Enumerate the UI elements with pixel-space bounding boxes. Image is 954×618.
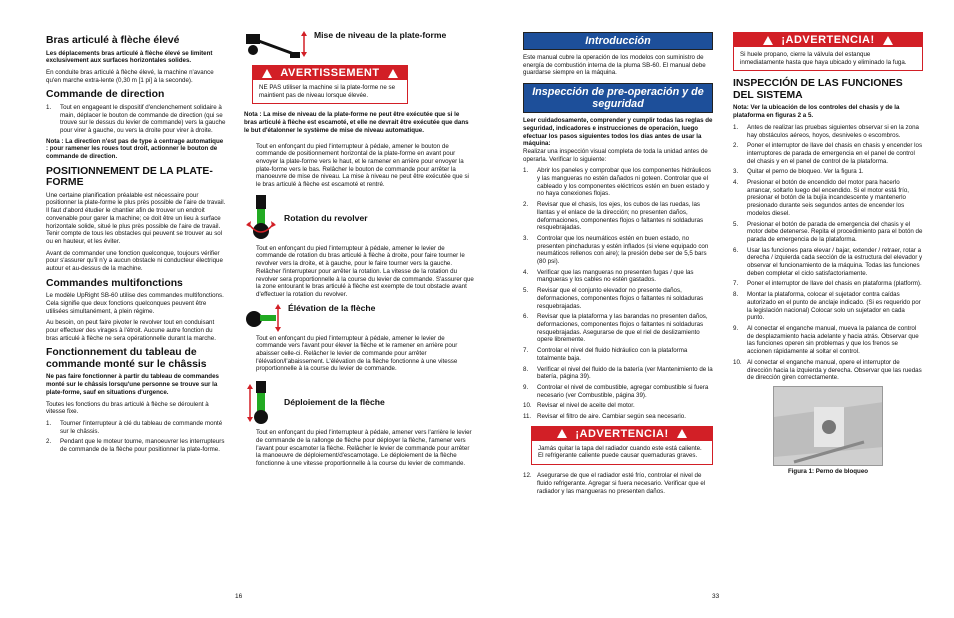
list-item: 8. Verificar el nivel del fluido de la batería (ver Mantenimiento de la batería, página 39). <box>523 365 713 381</box>
list-item: 12. Asegurarse de que el radiador esté frío, controlar el nivel de fluido refrigerante. Agregar si fuera necesario. Verificar que el radiador y las mangueras no presenten daños. <box>523 472 706 495</box>
tableau-text: Toutes les fonctions du bras articulé à flèche se déroulent à vitesse fixe. <box>46 400 209 416</box>
list-item: 3. Quitar el perno de bloqueo. Ver la figura 1. <box>733 168 864 176</box>
warning-box-propane <box>733 32 923 71</box>
section-rotation <box>244 193 474 243</box>
boom-elevation-icon <box>244 303 282 333</box>
direction-note: Nota : La direction n'est pas de type à centrage automatique : pour ramener les roues tout droit, actionner le bouton de commande de direction. <box>46 137 224 161</box>
section-deploiement <box>244 379 474 427</box>
niveau-note: Nota : La mise de niveau de la plate-forme ne peut être exécutée que si le bras articulé à flèche est escamoté, et elle ne devrait être exécutée que dans le but d'étalonner le système de mise de niveau automatique. <box>244 111 469 134</box>
inspection-title-bar: Inspección de pre-operación y de seguridad <box>523 83 713 113</box>
intro-text: Este manual cubre la operación de los modelos con suministro de energía de combustión interna de la pluma SB-60. El manual debe guardarse siempre en la máquina. <box>523 54 706 77</box>
list-item: 1. Tout en engageant le dispositif d'enclenchement solidaire à main, déplacer le bouton de commande de direction (qui se trouve sur le dessus du levier de commande) vers la gauche pour virer à gauche, ou vers la droite pour virer à droite. <box>46 103 226 134</box>
funciones-note: Nota: Ver la ubicación de los controles del chasis y de la plataforma en figuras 2 a 5. <box>733 104 900 120</box>
figure-lock-pin-photo <box>773 386 883 466</box>
niveau-text: Tout en enfonçant du pied l'interrupteur à pédale, amener le bouton de commande de positionnement horizontal de la plate-forme en avant pour envoyer la plate-forme vers le haut, et le ramener en arrière pour envoyer la plate-forme vers le bas. Relâcher le bouton de commande pour arrêter la manoeuvre de mise de niveau. La mise à niveau ne peut être exécutée que si le bras articulé à flèche est escamoté et rentré. <box>256 142 469 189</box>
heading-funciones: INSPECCIÓN DE LAS FUNCIONES DEL SISTEMA <box>733 78 903 101</box>
warning-box-fr <box>252 65 408 104</box>
warning-triangle-icon <box>677 429 687 438</box>
list-item: 9. Al conectar el enganche manual, mueva la palanca de control de desplazamiento hacia adelante y hacia atrás. Observar que las funciones operen sin problemas y que los frenos se accionen rápidamente al soltar el control. <box>733 324 919 356</box>
heading-direction: Commande de direction <box>46 89 165 101</box>
heading-elevation: Élévation de la flèche <box>288 302 376 313</box>
warning-triangle-icon <box>557 429 567 438</box>
list-item: 2. Revisar que el chasis, los ejes, los cubos de las ruedas, las llantas y el enlace de la dirección; no presenten daños, deformaciones, componentes flojos o faltantes ni soldaduras resquebrajadas. <box>523 201 704 232</box>
tableau-list <box>46 420 226 454</box>
warning-triangle-icon <box>763 36 773 45</box>
list-item: 5. Revisar que el conjunto elevador no presente daños, deformaciones, componentes flojos o faltantes ni soldaduras resquebrajadas. <box>523 287 704 310</box>
column-right <box>523 32 713 498</box>
inspection-bold-text: Leer cuidadosamente, comprender y cumplir todas las reglas de seguridad, indicadores e instrucciones de operación, luego efectuar los pasos siguientes todos los días antes de usar la máquina: <box>523 117 713 148</box>
warning-triangle-icon <box>262 69 272 78</box>
heading-tableau: Fonctionnement du tableau de commande monté sur le châssis <box>46 347 207 370</box>
inspection-list-cont <box>523 472 713 495</box>
list-item: 8. Montar la plataforma, colocar el sujetador contra caídas autorizado en el punto de anclaje indicado. (Si es requerido por la legislación nacional) Colocar solo un sujetador en cada punto. <box>733 291 921 322</box>
warning-body: Si huele propano, cierre la válvula del estanque inmediatamente hasta que haya ubicado y eliminado la fuga. <box>740 51 907 66</box>
heading-multifonctions: Commandes multifonctions <box>46 277 183 289</box>
pos-text-1: Une certaine planification préalable est nécessaire pour positionner la plate-forme le plus près possible de l'aire de travail. Il faut d'abord étudier le chantier afin de trouver un endroit convenable pour garer la machine; ce doit être un lieu à surface horizontale solide, situé le plus près possible de l'aire de travail. Tenir compte de tous les obstacles qui peuvent se trouver au sol ou en hauteur, et les éviter. <box>46 191 226 245</box>
list-item: 2. Pendant que le moteur tourne, manoeuvrer les interrupteurs de commande de la flèche pour positionner la plate-forme. <box>46 438 225 454</box>
list-item: 6. Usar las funciones para elevar / bajar, extender / retraer, rotar a derecha / izquierda cada sección de la estructura del elevador y observar el funcionamiento de la máquina. Todas las funciones deben completar el ciclo satisfactoriamente. <box>733 246 923 277</box>
bras-bold-text: Les déplacements bras articulé à flèche élevé se limitent exclusivement aux surfaces horizontales solides. <box>46 49 213 65</box>
list-item: 2. Poner el interruptor de llave del chasis en chasis y encender los interruptores de parada de emergencia en el panel de control del chasis y en el panel de control de la plataforma. <box>733 142 923 165</box>
warning-title: AVERTISSEMENT <box>280 67 380 79</box>
page-number-right: 33 <box>712 593 720 600</box>
section-niveau <box>244 30 474 60</box>
warning-triangle-icon <box>883 36 893 45</box>
lock-pin-photo-icon <box>774 387 883 466</box>
list-item: 10. Al conectar el enganche manual, opere el interruptor de dirección hacia la izquierda y derecha. Observar que las ruedas de dirección giren correctamente. <box>733 358 922 382</box>
deploiement-text: Tout en enfonçant du pied l'interrupteur à pédale, amener vers l'arrière le levier de commande de la rallonge de flèche pour déployer la flèche, l'amener vers l'avant pour escamoter la flèche. Relâcher le levier de commande pour arrêter la manoeuvre de déploiement/d'escamotage. Le déploiement de la flèche fonctionne à une vitesse proportionnelle à la course du levier de commande. <box>256 429 472 467</box>
section-elevation <box>244 303 474 333</box>
rotation-text: Tout en enfonçant du pied l'interrupteur à pédale, amener le levier de commande de rotation du bras articulé à flèche à droite, pour faire tourner le revolver vers la droite, et à gauche, pour le faire tourner vers la gauche. Relâcher l'interrupteur pour arrêter la rotation. La vitesse de la rotation du revolver sera proportionnelle à la course du levier de commande. S'assurer que la zone entourant le bras articulé à flèche est exempte de tout obstacle avant d'effectuer la rotation du revolver. <box>256 244 474 298</box>
column-far-right <box>733 32 923 475</box>
heading-positionnement: POSITIONNEMENT DE LA PLATE-FORME <box>46 165 213 189</box>
multi-text-1: Le modèle UpRight SB-60 utilise des commandes multifonctions. Cela signifie que deux fonctions quelconques peuvent être utilisées simultanément, à plein régime. <box>46 292 224 315</box>
list-item: 7. Controlar el nivel del fluido hidráulico con la plataforma totalmente baja. <box>523 347 688 362</box>
pos-text-2: Avant de commander une fonction quelconque, toujours vérifier pour s'assurer qu'il n'y a aucun obstacle ni conducteur électrique autour et au-dessus de la machine. <box>46 249 223 273</box>
list-item: 11. Revisar el filtro de aire. Cambiar según sea necesario. <box>523 413 686 421</box>
boom-extend-icon <box>244 379 278 427</box>
list-item: 4. Verificar que las mangueras no presenten fugas / que las mangueras y los cables no estén gastados. <box>523 268 694 284</box>
list-item: 3. Controlar que los neumáticos estén en buen estado, no presenten pinchaduras y estén inflados (si viene equipado con neumáticos rellenos con aire); la presión debe ser de 5,5 bars (80 psi). <box>523 234 709 266</box>
list-item: 6. Revisar que la plataforma y las barandas no presenten daños, deformaciones, componentes flojos o faltantes ni soldaduras resquebrajadas. Asegurarse de que el riel de deslizamiento opere libremente. <box>523 313 708 344</box>
platform-level-icon <box>244 30 308 60</box>
tableau-bold-text: Ne pas faire fonctionner à partir du tableau de commandes monté sur le châssis lorsqu'une personne se trouve sur la plate-forme, sauf en situations d'urgence. <box>46 373 219 396</box>
multi-text-2: Au besoin, on peut faire pivoter le revolver tout en conduisant pour effectuer des virages à l'étroit. Aucune autre fonction du bras articulé à flèche ne sera opérationnelle durant la marche. <box>46 319 216 342</box>
heading-rotation: Rotation du revolver <box>284 212 368 223</box>
heading-deploiement: Déploiement de la flèche <box>284 397 385 408</box>
warning-title: ¡ADVERTENCIA! <box>781 34 875 46</box>
column-left <box>46 30 226 457</box>
warning-body: Jamás quitar la tapa del radiador cuando este está caliente. El refrigerante caliente puede causar quemaduras graves. <box>538 444 702 460</box>
list-item: 5. Presionar el botón de parada de emergencia del chasis y el motor debe detenerse. Repita el procedimiento para el botón de parada de emergencia de la plataforma. <box>733 220 923 243</box>
elevation-text: Tout en enfonçant du pied l'interrupteur à pédale, amener le levier de commande vers l'avant pour élever la flèche et le ramener en arrière pour abaisser celle-ci. Relâcher le levier de commande pour arrêter l'élévation/l'abaissement. L'élévation de la flèche fonctionne à une vitesse proportionnelle à la course du levier de commande. <box>256 334 458 373</box>
direction-list <box>46 104 226 135</box>
bras-text: En conduite bras articulé à flèche élevé, la machine n'avance qu'en marche extra-lente (0,30 m [1 pi] à la seconde). <box>46 68 214 84</box>
list-item: 1. Tourner l'interrupteur à clé du tableau de commande monté sur le châssis. <box>46 420 223 435</box>
list-item: 1. Antes de realizar las pruebas siguientes observar si en la zona hay obstáculos aéreos, hoyos, desniveles o escombros. <box>733 123 919 139</box>
list-item: 9. Controlar el nivel de combustible, agregar combustible si fuera necesario (ver Combustible, página 39). <box>523 383 709 399</box>
page-number-left: 16 <box>235 593 243 600</box>
funciones-list <box>733 124 923 382</box>
list-item: 4. Presionar el botón de encendido del motor para hacerlo arrancar, soltarlo luego del encendido. Si el motor está frío, presionar el botón de la bujía incandescente y mantenerlo presionado durante seis segundos antes de encender los modelos diesel. <box>733 179 909 217</box>
figure-caption: Figura 1: Perno de bloqueo <box>787 467 869 475</box>
warning-body: NE PAS utiliser la machine si la plate-forme ne se maintient pas de niveau lorsque élevée. <box>259 84 396 99</box>
heading-bras: Bras articulé à flèche élevé <box>46 35 180 46</box>
inspection-list <box>523 167 713 420</box>
list-item: 10. Revisar el nivel de aceite del motor. <box>523 402 635 410</box>
warning-title: ¡ADVERTENCIA! <box>575 427 669 440</box>
intro-title-bar: Introducción <box>523 32 713 50</box>
list-item: 1. Abrir los paneles y comprobar que los componentes hidráulicos y las mangueras no estén dañados ni goteen. Controlar que el cableado y los componentes eléctricos estén en buen estado y no haya conexiones flojas. <box>523 167 712 198</box>
warning-triangle-icon <box>388 69 398 78</box>
inspection-text: Realizar una inspección visual completa de toda la unidad antes de operarla. Verificar lo siguiente: <box>523 147 708 163</box>
turret-rotation-icon <box>244 193 278 243</box>
heading-niveau: Mise de niveau de la plate-forme <box>314 30 447 40</box>
list-item: 7. Poner el interruptor de llave del chasis en plataforma (platform). <box>733 280 922 288</box>
warning-box-es <box>531 426 713 465</box>
column-mid <box>244 30 474 472</box>
